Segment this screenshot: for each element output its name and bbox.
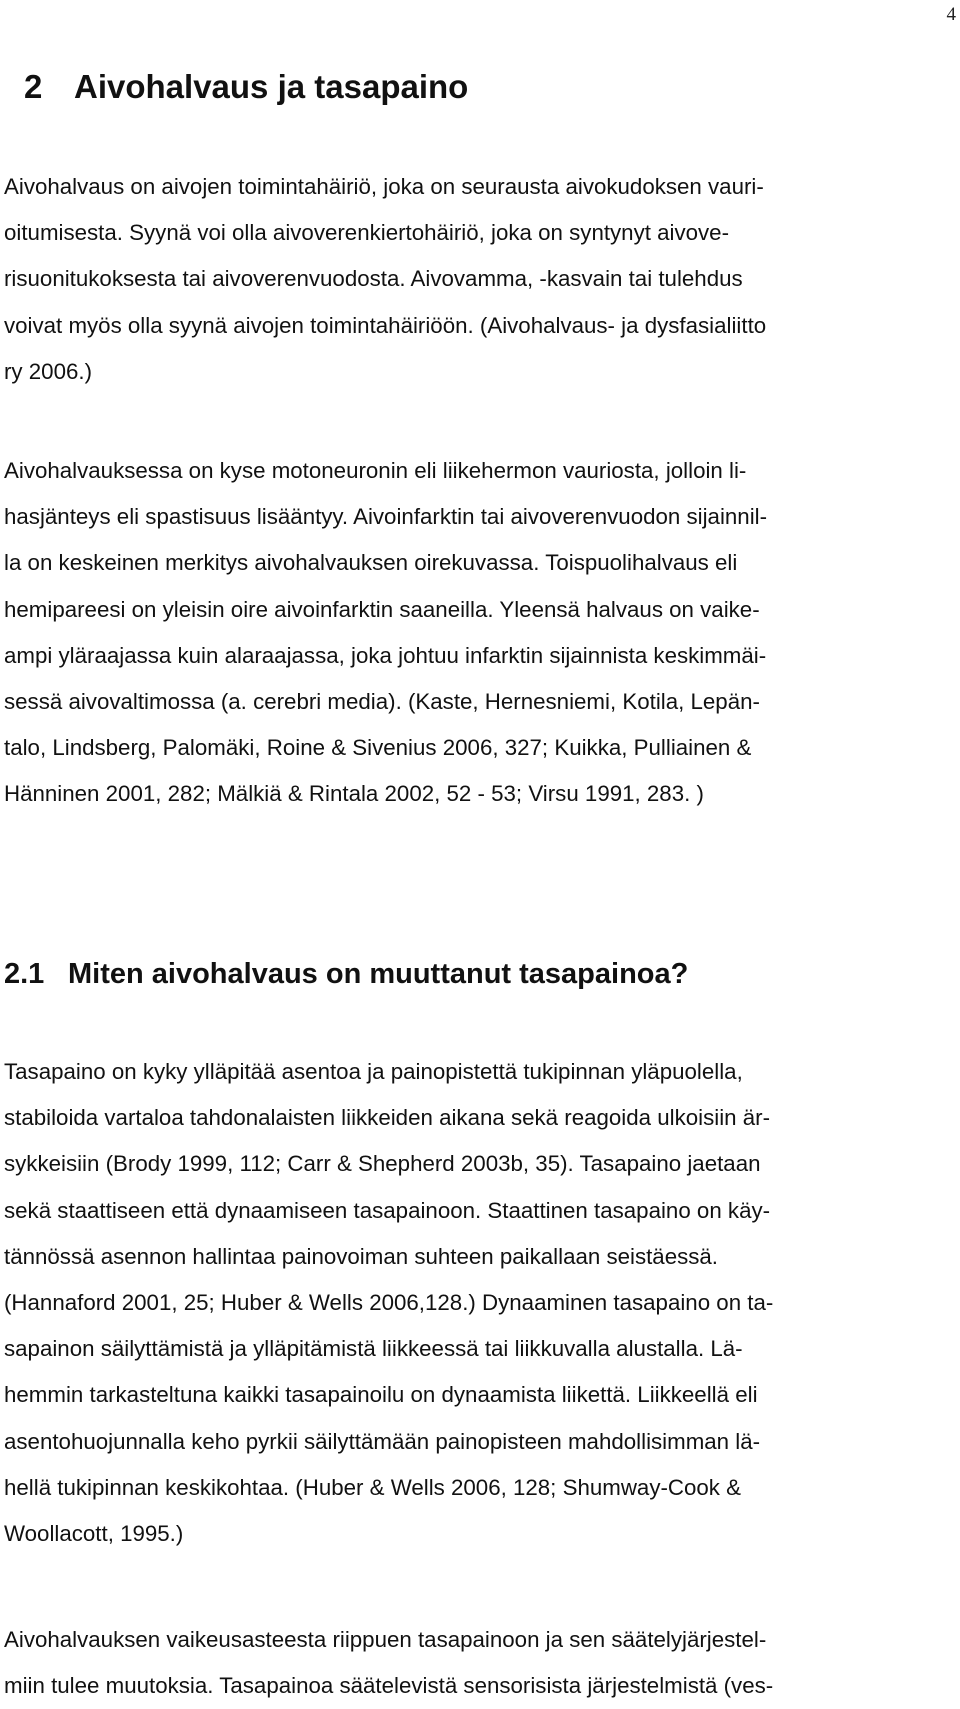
text-line: asentohuojunnalla keho pyrkii säilyttämään painopisteen mahdollisimman lä- (4, 1428, 761, 1454)
text-line: sapainon säilyttämistä ja ylläpitämistä liikkeessä tai liikkuvalla alustalla. Lä- (4, 1336, 743, 1362)
text-line: Tasapaino on kyky ylläpitää asentoa ja painopistettä tukipinnan yläpuolella, (4, 1059, 743, 1084)
text-line: Aivohalvauksessa on kyse motoneuronin eli liikehermon vauriosta, jolloin li- (4, 458, 747, 483)
text-line: Aivohalvauksen vaikeusasteesta riippuen tasapainoon ja sen säätelyjärjestel- (4, 1627, 767, 1652)
paragraph-4 (4, 1617, 773, 1709)
text-line: risuonitukoksesta tai aivoverenvuodosta. Aivovamma, -kasvain tai tulehdus (4, 266, 743, 292)
text-line: hemipareesi on yleisin oire aivoinfarktin saaneilla. Yleensä halvaus on vaike- (4, 596, 760, 622)
page-number: 4 (946, 4, 956, 25)
text-line: ry 2006.) (4, 358, 92, 384)
paragraph-3 (4, 1049, 773, 1557)
text-line: voivat myös olla syynä aivojen toimintahäiriöön. (Aivohalvaus- ja dysfasialiitto (4, 312, 767, 338)
section-heading (24, 68, 468, 106)
paragraph-1 (4, 164, 766, 395)
text-line: stabiloida vartaloa tahdonalaisten liikkeiden aikana sekä reagoida ulkoisiin är- (4, 1105, 770, 1131)
text-line: sekä staattiseen että dynaamiseen tasapainoon. Staattinen tasapaino on käy- (4, 1197, 771, 1223)
text-line: (Hannaford 2001, 25; Huber & Wells 2006,128.) Dynaaminen tasapaino on ta- (4, 1290, 774, 1316)
text-line: miin tulee muutoksia. Tasapainoa säätelevistä sensorisista järjestelmistä (ves- (4, 1673, 774, 1699)
text-line: tännössä asennon hallintaa painovoiman suhteen paikallaan seistäessä. (4, 1243, 719, 1269)
text-line: Woollacott, 1995.) (4, 1521, 184, 1547)
section-number: 2 (24, 68, 43, 105)
text-line: Aivohalvaus on aivojen toimintahäiriö, joka on seurausta aivokudoksen vauri- (4, 174, 764, 199)
subsection-number: 2.1 (4, 958, 45, 990)
text-line: talo, Lindsberg, Palomäki, Roine & Sivenius 2006, 327; Kuikka, Pulliainen & (4, 735, 752, 761)
subsection-heading (4, 958, 688, 991)
text-line: sykkeisiin (Brody 1999, 112; Carr & Shepherd 2003b, 35). Tasapaino jaetaan (4, 1151, 761, 1177)
text-line: hemmin tarkasteltuna kaikki tasapainoilu on dynaamista liikettä. Liikkeellä eli (4, 1382, 758, 1408)
text-line: hasjänteys eli spastisuus lisääntyy. Aivoinfarktin tai aivoverenvuodon sijainnil- (4, 504, 768, 530)
section-title: Aivohalvaus ja tasapaino (74, 68, 469, 105)
text-line: la on keskeinen merkitys aivohalvauksen oirekuvassa. Toispuolihalvaus eli (4, 550, 738, 576)
text-line: oitumisesta. Syynä voi olla aivoverenkiertohäiriö, joka on syntynyt aivove- (4, 220, 729, 246)
text-line: ampi yläraajassa kuin alaraajassa, joka johtuu infarktin sijainnista keskimmäi- (4, 642, 767, 668)
text-line: hellä tukipinnan keskikohtaa. (Huber & Wells 2006, 128; Shumway-Cook & (4, 1474, 742, 1500)
text-line: sessä aivovaltimossa (a. cerebri media). (Kaste, Hernesniemi, Kotila, Lepän- (4, 689, 760, 715)
subsection-title: Miten aivohalvaus on muuttanut tasapainoa? (68, 958, 689, 990)
paragraph-2 (4, 448, 767, 818)
text-line: Hänninen 2001, 282; Mälkiä & Rintala 2002, 52 - 53; Virsu 1991, 283. ) (4, 781, 704, 807)
